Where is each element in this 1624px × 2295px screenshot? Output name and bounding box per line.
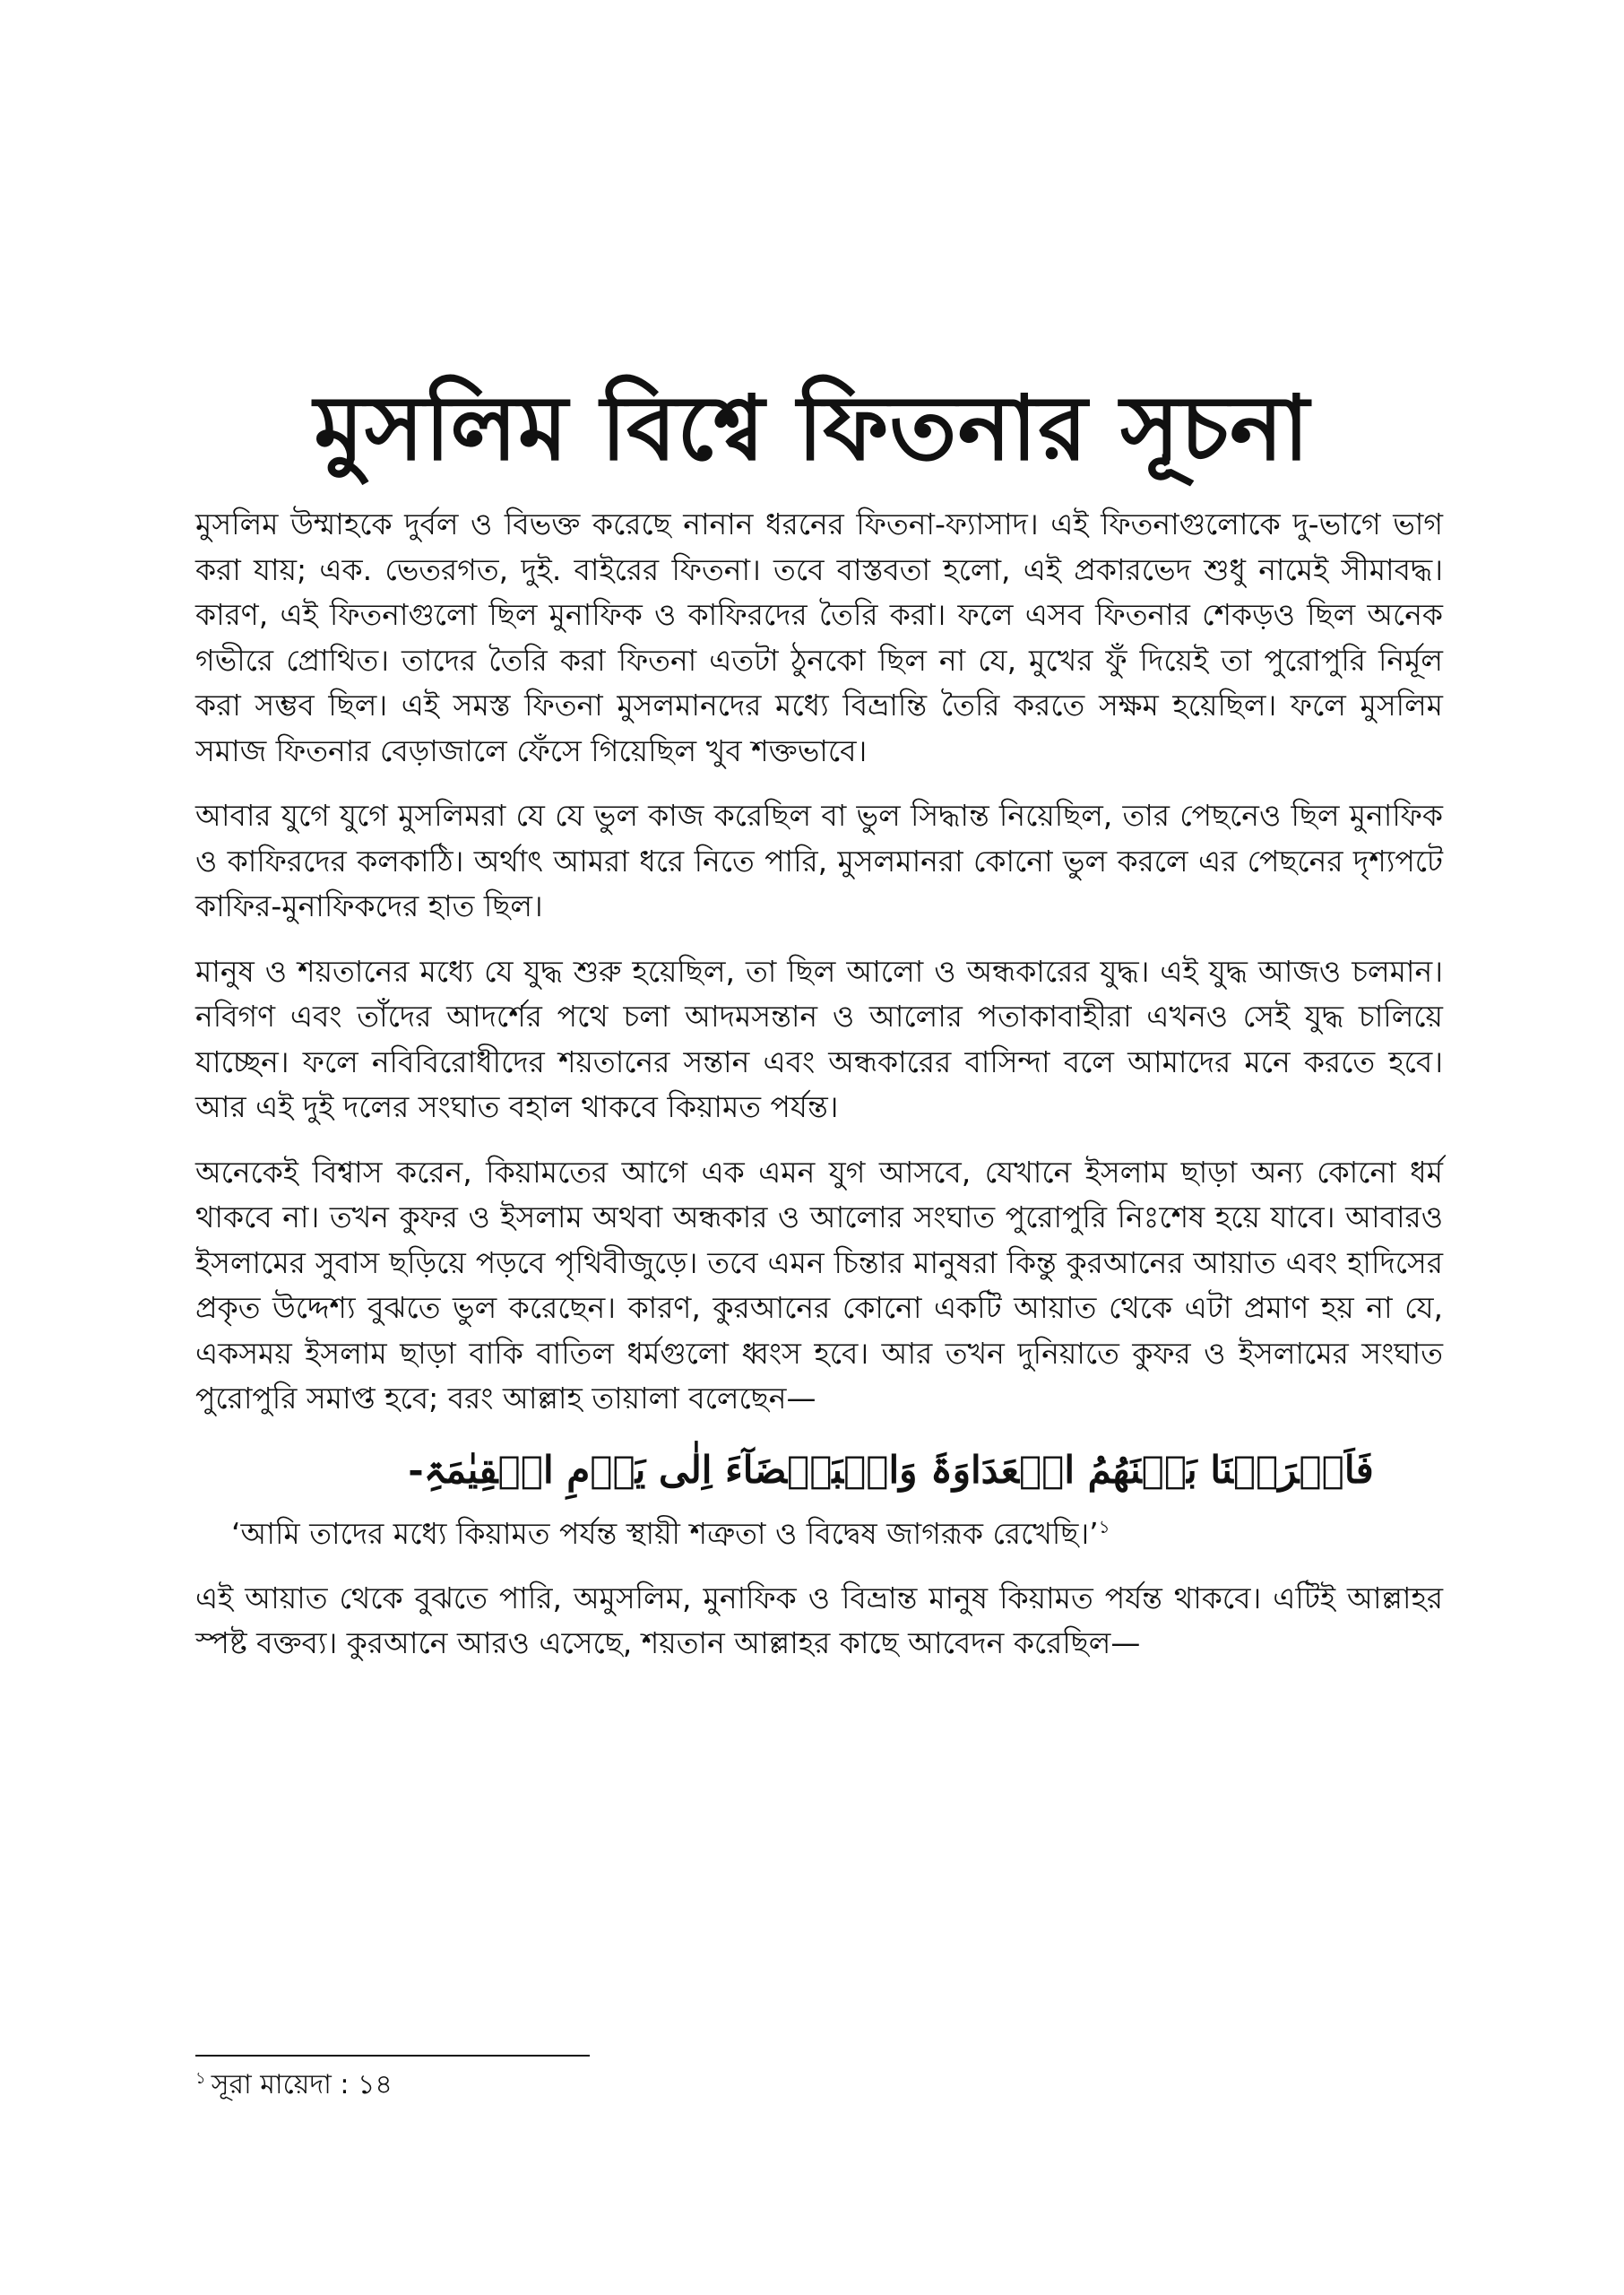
quran-verse: فَاَغۡرَیۡنَا بَیۡنَهُمُ الۡعَدَاوَۃَ وَالۡبَغۡضَآءَ اِلٰی یَوۡمِ الۡقِیٰمَۃِ- <box>408 1447 1374 1492</box>
footnote-reference: ১ <box>1098 1515 1110 1537</box>
paragraph: এই আয়াত থেকে বুঝতে পারি, অমুসলিম, মুনাফিক ও বিভ্রান্ত মানুষ কিয়ামত পর্যন্ত থাকবে। এটিই আল্লাহর স্পষ্ট বক্তব্য। কুরআনে আরও এসেছে, শয়তান আল্লাহর কাছে আবেদন করেছিল— <box>195 1580 1443 1660</box>
chapter-body <box>195 502 1443 1686</box>
translation-text: ‘আমি তাদের মধ্যে কিয়ামত পর্যন্ত স্থায়ী শত্রুতা ও বিদ্বেষ জাগরূক রেখেছি।’ <box>231 1515 1099 1551</box>
footnote <box>195 2067 393 2103</box>
chapter-title: মুসলিম বিশ্বে ফিতনার সূচনা <box>314 375 1310 481</box>
footnote-text: সূরা মায়েদা : ১৪ <box>211 2069 393 2100</box>
footnote-divider <box>195 2055 590 2057</box>
paragraph: মানুষ ও শয়তানের মধ্যে যে যুদ্ধ শুরু হয়েছিল, তা ছিল আলো ও অন্ধকারের যুদ্ধ। এই যুদ্ধ আজও চলমান। নবিগণ এবং তাঁদের আদর্শের পথে চলা আদমসন্তান ও আলোর পতাকাবাহীরা এখনও সেই যুদ্ধ চালিয়ে যাচ্ছেন। ফলে নবিবিরোধীদের শয়তানের সন্তান এবং অন্ধকারের বাসিন্দা বলে আমাদের মনে করতে হবে। আর এই দুই দলের সংঘাত বহাল থাকবে কিয়ামত পর্যন্ত। <box>195 953 1443 1124</box>
paragraph: অনেকেই বিশ্বাস করেন, কিয়ামতের আগে এক এমন যুগ আসবে, যেখানে ইসলাম ছাড়া অন্য কোনো ধর্ম থাকবে না। তখন কুফর ও ইসলাম অথবা অন্ধকার ও আলোর সংঘাত পুরোপুরি নিঃশেষ হয়ে যাবে। আবারও ইসলামের সুবাস ছড়িয়ে পড়বে পৃথিবীজুড়ে। তবে এমন চিন্তার মানুষরা কিন্তু কুরআনের আয়াত এবং হাদিসের প্রকৃত উদ্দেশ্য বুঝতে ভুল করেছেন। কারণ, কুরআনের কোনো একটি আয়াত থেকে এটা প্রমাণ হয় না যে, একসময় ইসলাম ছাড়া বাকি বাতিল ধর্মগুলো ধ্বংস হবে। আর তখন দুনিয়াতে কুফর ও ইসলামের সংঘাত পুরোপুরি সমাপ্ত হবে; বরং আল্লাহ তায়ালা বলেছেন— <box>195 1154 1443 1416</box>
footnote-number: ১ <box>195 2069 206 2088</box>
paragraph: মুসলিম উম্মাহকে দুর্বল ও বিভক্ত করেছে নানান ধরনের ফিতনা-ফ্যাসাদ। এই ফিতনাগুলোকে দু-ভাগে ভাগ করা যায়; এক. ভেতরগত, দুই. বাইরের ফিতনা। তবে বাস্তবতা হলো, এই প্রকারভেদ শুধু নামেই সীমাবদ্ধ। কারণ, এই ফিতনাগুলো ছিল মুনাফিক ও কাফিরদের তৈরি করা। ফলে এসব ফিতনার শেকড়ও ছিল অনেক গভীরে প্রোথিত। তাদের তৈরি করা ফিতনা এতটা ঠুনকো ছিল না যে, মুখের ফুঁ দিয়েই তা পুরোপুরি নির্মূল করা সম্ভব ছিল। এই সমস্ত ফিতনা মুসলমানদের মধ্যে বিভ্রান্তি তৈরি করতে সক্ষম হয়েছিল। ফলে মুসলিম সমাজ ফিতনার বেড়াজালে ফেঁসে গিয়েছিল খুব শক্তভাবে। <box>195 507 1443 768</box>
paragraph: আবার যুগে যুগে মুসলিমরা যে যে ভুল কাজ করেছিল বা ভুল সিদ্ধান্ত নিয়েছিল, তার পেছনেও ছিল মুনাফিক ও কাফিরদের কলকাঠি। অর্থাৎ আমরা ধরে নিতে পারি, মুসলমানরা কোনো ভুল করলে এর পেছনের দৃশ্যপটে কাফির-মুনাফিকদের হাত ছিল। <box>195 798 1443 923</box>
verse-translation <box>231 1511 1443 1556</box>
